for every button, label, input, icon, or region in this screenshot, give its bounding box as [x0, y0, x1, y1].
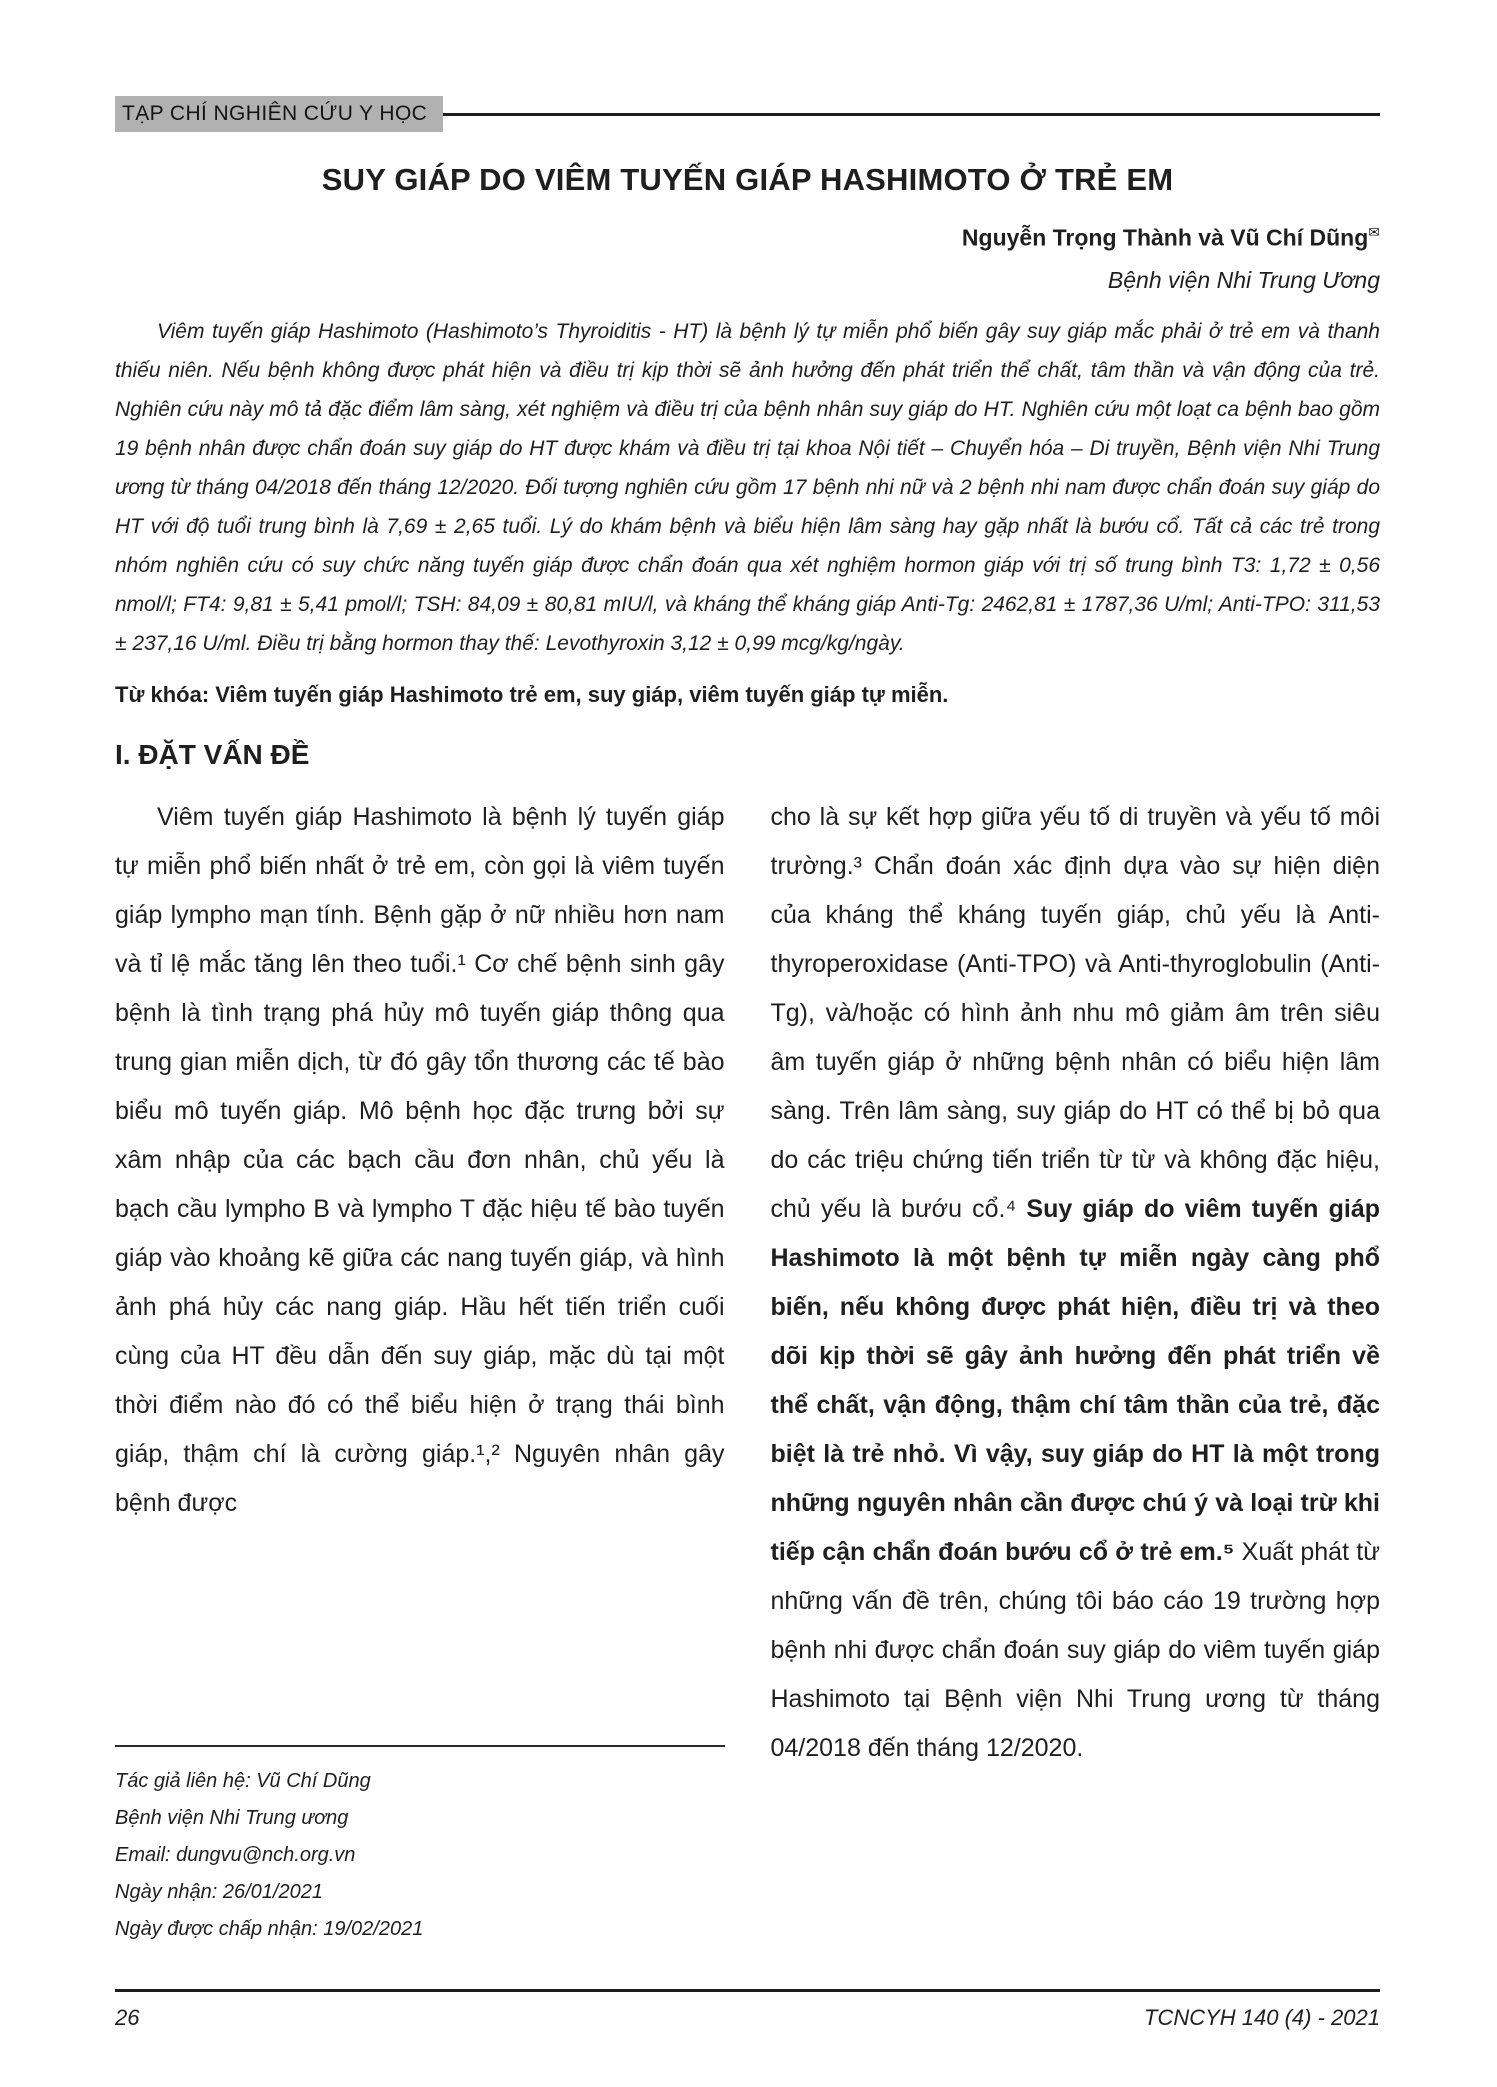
right-column-paragraph: [771, 793, 1381, 1773]
section-heading-dat-van-de: I. ĐẶT VẤN ĐỀ: [115, 738, 310, 770]
abstract-paragraph: Viêm tuyến giáp Hashimoto (Hashimoto’s Thyroiditis - HT) là bệnh lý tự miễn phổ biến gây suy giáp mắc phải ở trẻ em và thanh thiếu niên. Nếu bệnh không được phát hiện và điều trị kịp thời sẽ ảnh hưởng đến phát triển thể chất, tâm thần và vận động của trẻ. Nghiên cứu này mô tả đặc điểm lâm sàng, xét nghiệm và điều trị của bệnh nhân suy giáp do HT. Nghiên cứu một loạt ca bệnh bao gồm 19 bệnh nhân được chẩn đoán suy giáp do HT được khám và điều trị tại khoa Nội tiết – Chuyển hóa – Di truyền, Bệnh viện Nhi Trung ương từ tháng 04/2018 đến tháng 12/2020. Đối tượng nghiên cứu gồm 17 bệnh nhi nữ và 2 bệnh nhi nam được chẩn đoán suy giáp do HT với độ tuổi trung bình là 7,69 ± 2,65 tuổi. Lý do khám bệnh và biểu hiện lâm sàng hay gặp nhất là bướu cổ. Tất cả các trẻ trong nhóm nghiên cứu có suy chức năng tuyến giáp được chẩn đoán qua xét nghiệm hormon giáp với trị số trung bình T3: 1,72 ± 0,56 nmol/l; FT4: 9,81 ± 5,41 pmol/l; TSH: 84,09 ± 80,81 mIU/l, và kháng thể kháng giáp Anti-Tg: 2462,81 ± 1787,36 U/ml; Anti-TPO: 311,53 ± 237,16 U/ml. Điều trị bằng hormon thay thế: Levothyroxin 3,12 ± 0,99 mcg/kg/ngày.: [115, 319, 1380, 655]
journal-header: [115, 96, 1380, 132]
right-column: [771, 793, 1381, 1948]
right-text-normal: cho là sự kết hợp giữa yếu tố di truyền và yếu tố môi trường.³ Chẩn đoán xác định dựa vào sự hiện diện của kháng thể kháng tuyến giáp, chủ yếu là Anti-thyroperoxidase (Anti-TPO) và Anti-thyroglobulin (Anti-Tg), và/hoặc có hình ảnh nhu mô giảm âm trên siêu âm tuyến giáp ở những bệnh nhân có biểu hiện lâm sàng. Trên lâm sàng, suy giáp do HT có thể bị bỏ qua do các triệu chứng tiến triển từ từ và không đặc hiệu, chủ yếu là bướu cổ.⁴: [770, 802, 1380, 1223]
contact-block: [115, 1745, 725, 1948]
contact-received-date: Ngày nhận: 26/01/2021: [115, 1880, 323, 1903]
journal-name: TẠP CHÍ NGHIÊN CỨU Y HỌC: [115, 96, 443, 132]
left-column-paragraph: Viêm tuyến giáp Hashimoto là bệnh lý tuyến giáp tự miễn phổ biến nhất ở trẻ em, còn gọi là viêm tuyến giáp lympho mạn tính. Bệnh gặp ở nữ nhiều hơn nam và tỉ lệ mắc tăng lên theo tuổi.¹ Cơ chế bệnh sinh gây bệnh là tình trạng phá hủy mô tuyến giáp thông qua trung gian miễn dịch, từ đó gây tổn thương các tế bào biểu mô tuyến giáp. Mô bệnh học đặc trưng bởi sự xâm nhập của các bạch cầu đơn nhân, chủ yếu là bạch cầu lympho B và lympho T đặc hiệu tế bào tuyến giáp vào khoảng kẽ giữa các nang tuyến giáp, và hình ảnh phá hủy các nang giáp. Hầu hết tiến triển cuối cùng của HT đều dẫn đến suy giáp, mặc dù tại một thời điểm nào đó có thể biểu hiện ở trạng thái bình giáp, thậm chí là cường giáp.¹,² Nguyên nhân gây bệnh được: [115, 802, 725, 1517]
header-rule: [443, 113, 1380, 116]
right-text-tail: Xuất phát từ những vấn đề trên, chúng tôi báo cáo 19 trường hợp bệnh nhi được chẩn đoán suy giáp do viêm tuyến giáp Hashimoto tại Bệnh viện Nhi Trung ương từ tháng 04/2018 đến tháng 12/2020.: [770, 1537, 1380, 1762]
left-column: [115, 793, 725, 1948]
page-number: 26: [115, 2005, 140, 2030]
envelope-icon: ✉: [1368, 224, 1380, 240]
keywords-label: Từ khóa:: [115, 681, 210, 707]
journal-reference: TCNCYH 140 (4) - 2021: [1144, 2005, 1380, 2030]
affiliation: Bệnh viện Nhi Trung Ương: [1107, 266, 1380, 293]
authors-line: [115, 224, 1380, 252]
contact-accepted-date: Ngày được chấp nhận: 19/02/2021: [115, 1917, 424, 1940]
body-columns: [115, 793, 1380, 1948]
right-text-emphasis: Suy giáp do viêm tuyến giáp Hashimoto là một bệnh tự miễn ngày càng phổ biến, nếu không được phát hiện, điều trị và theo dõi kịp thời sẽ gây ảnh hưởng đến phát triển về thể chất, vận động, thậm chí tâm thần của trẻ, đặc biệt là trẻ nhỏ. Vì vậy, suy giáp do HT là một trong những nguyên nhân cần được chú ý và loại trừ khi tiếp cận chẩn đoán bướu cổ ở trẻ em.⁵: [770, 1194, 1380, 1566]
authors: Nguyễn Trọng Thành và Vũ Chí Dũng: [961, 224, 1369, 251]
article-title: SUY GIÁP DO VIÊM TUYẾN GIÁP HASHIMOTO Ở TRẺ EM: [321, 162, 1174, 197]
keywords-text: Viêm tuyến giáp Hashimoto trẻ em, suy giáp, viêm tuyến giáp tự miễn.: [209, 681, 949, 707]
page-footer: [115, 1989, 1380, 2031]
contact-email: Email: dungvu@nch.org.vn: [115, 1843, 356, 1866]
contact-affiliation: Bệnh viện Nhi Trung ương: [115, 1806, 349, 1829]
contact-corresponding-author: Tác giả liên hệ: Vũ Chí Dũng: [115, 1769, 371, 1792]
keywords-line: [115, 677, 1380, 713]
